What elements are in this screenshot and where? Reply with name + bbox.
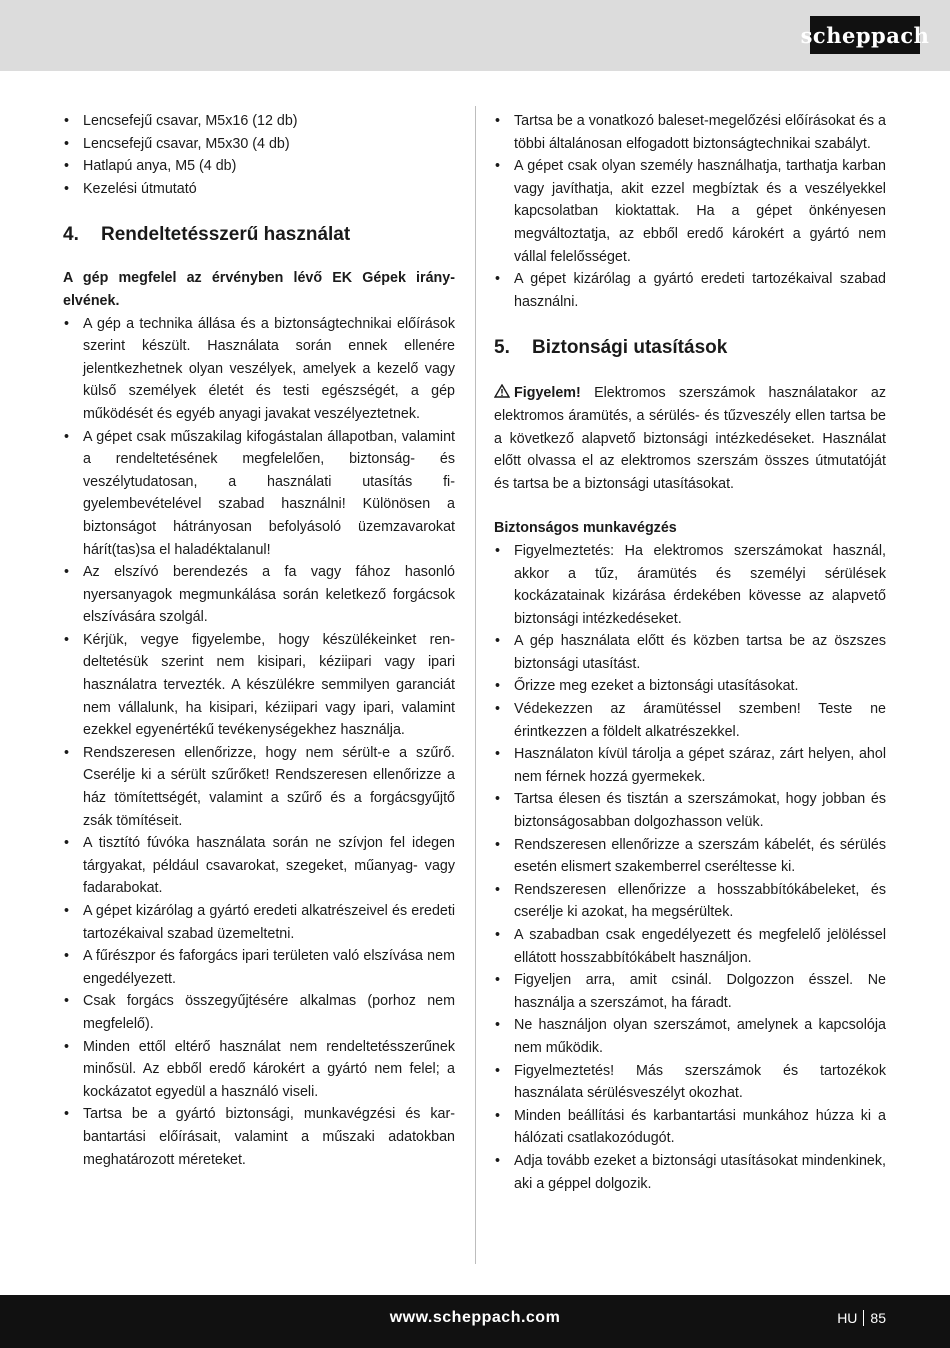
section-title: Rendeltetésszerű használat (101, 224, 351, 246)
list-item: • Hatlapú anya, M5 (4 db) (63, 155, 455, 178)
right-column (494, 110, 886, 1195)
section-heading-4 (63, 222, 455, 248)
list-item: • Használaton kívül tárolja a gépet száraz, zárt helyen, ahol nem férnek hozzá gyermekek. (494, 743, 886, 788)
list-item: • Minden ettől eltérő használat nem rendeltetésszerűnek minősül. Az ebből eredő károkért a gyártó nem felel; a kockázatot egyedül a használó viseli. (63, 1036, 455, 1104)
brand-logo: scheppach (810, 16, 920, 54)
list-item: • Tartsa élesen és tisztán a szerszámokat, hogy jobban és biztonságosabban dolgozhasson velük. (494, 788, 886, 833)
list-item: • A gép a technika állása és a biztonságtechnikai előírások szerint készült. Használata során ennek ellenére jelentkezhetnek olyan veszélyek, amelyek a kezelő vagy külső személyek életét és testi egészségét, a gép működését és egyéb anyagi javakat veszélyeztetnek. (63, 313, 455, 426)
list-item: • Figyelmeztetés: Ha elektromos szerszámokat használ, akkor a tűz, áramütés és személyi sérülések kockázatainak kizárása érdekében kövesse az alapvető biztonsági intézkedéseket. (494, 540, 886, 630)
language-code: HU (837, 1310, 858, 1326)
list-item: • Ne használjon olyan szerszámot, amelynek a kapcsolója nem működik. (494, 1014, 886, 1059)
parts-list (63, 110, 455, 200)
rules-list (494, 110, 886, 313)
list-item: • Rendszeresen ellenőrizze a szerszám kábelét, és sérülés esetén elismert szakemberrel cseréltesse ki. (494, 834, 886, 879)
section-heading-5 (494, 335, 886, 361)
list-item: • Tartsa be a vonatkozó baleset-megelőzési előírásokat és a többi általánosan elfogadott biztonságtechnikai szabályt. (494, 110, 886, 155)
list-item: • Az elszívó berendezés a fa vagy fához hasonló nyersanyagok megmunkálása során keletkező forgácsok elszívására szolgál. (63, 561, 455, 629)
list-item: • A tisztító fúvóka használata során ne szívjon fel idegen tárgyakat, például csavarokat, szegeket, műanyag- vagy fadarabokat. (63, 832, 455, 900)
list-item: • A gép használata előtt és közben tartsa be az öszszes biztonsági utasítást. (494, 630, 886, 675)
list-item: • Csak forgács összegyűjtésére alkalmas (porhoz nem megfelelő). (63, 990, 455, 1035)
header-bar (0, 0, 950, 71)
list-item: • Figyelmeztetés! Más szerszámok és tartozékok használata sérülésveszélyt okozhat. (494, 1060, 886, 1105)
page-number: 85 (870, 1310, 886, 1326)
list-item: • A fűrészpor és faforgács ipari területen való elszívása nem engedélyezett. (63, 945, 455, 990)
list-item: • Tartsa be a gyártó biztonsági, munkavégzési és karbantartási előírásait, valamint a műszaki adatokban meghatározott méreteket. (63, 1103, 455, 1171)
warning-text: Elektromos szerszámok használatakor az elektromos áramütés, a sérülés- és tűzveszély ellen tartsa be a következő alapvető biztonsági intézkedéseket. Használat előtt olvassa el az elektromos szerszám összes útmutatóját és tartsa be a biztonsági utasításokat. (494, 385, 886, 492)
section-number: 5. (494, 337, 510, 359)
subheading: Biztonságos munkavégzés (494, 520, 677, 537)
list-item: • A szabadban csak engedélyezett és megfelelő jelöléssel ellátott hosszabbítókábelt használjon. (494, 924, 886, 969)
list-item: • Őrizze meg ezeket a biztonsági utasításokat. (494, 675, 886, 698)
warning-label: Figyelem! (514, 385, 581, 402)
section-title: Biztonsági utasítások (532, 337, 728, 359)
separator (863, 1310, 864, 1326)
website-link[interactable]: www.scheppach.com (389, 1309, 561, 1326)
list-item: • Védekezzen az áramütéssel szemben! Teste ne érintkezzen a földelt alkatrészekkel. (494, 698, 886, 743)
list-item: • A gépet csak olyan személy használhatja, tarthatja karban vagy javíthatja, akit ezzel megbíztak és a veszélyekkel kapcsolatban kioktattak. Ha a gépet önkényesen megváltoztatja, az ebből eredő károkért a gyártó nem vállal felelősséget. (494, 155, 886, 268)
list-item: • Lencsefejű csavar, M5x16 (12 db) (63, 110, 455, 133)
list-item: • Lencsefejű csavar, M5x30 (4 db) (63, 133, 455, 156)
list-item: • A gépet kizárólag a gyártó eredeti tartozékaival szabad használni. (494, 268, 886, 313)
page-info (837, 1310, 886, 1326)
list-item: • Minden beállítási és karbantartási munkához húzza ki a hálózati csatlakozódugót. (494, 1105, 886, 1150)
list-item: • Adja tovább ezeket a biztonsági utasításokat mindenkinek, aki a géppel dolgozik. (494, 1150, 886, 1195)
column-divider (475, 106, 476, 1264)
safety-list (494, 540, 886, 1195)
list-item: • Kezelési útmutató (63, 178, 455, 201)
usage-list (63, 313, 455, 1172)
list-item: • Rendszeresen ellenőrizze, hogy nem sérült-e a szűrő. Cserélje ki a sérült szűrőket! Rendszeresen ellenőrizze a ház tömítettségét, valamint a szűrő és a forgácsgyűjtő zsák tömítéseit. (63, 742, 455, 832)
list-item: • Rendszeresen ellenőrizze a hosszabbítókábeleket, és cserélje ki azokat, ha megsérültek. (494, 879, 886, 924)
lead-paragraph: A gép megfelel az érvényben lévő EK Gépek irányelvének. (63, 270, 455, 309)
list-item: • A gépet kizárólag a gyártó eredeti alkatrészeivel és eredeti tartozékaival szabad üzemeltetni. (63, 900, 455, 945)
list-item: • Figyeljen arra, amit csinál. Dolgozzon ésszel. Ne használja a szerszámot, ha fáradt. (494, 969, 886, 1014)
warning-paragraph (494, 382, 886, 495)
left-column (63, 110, 455, 1171)
warning-triangle-icon (494, 384, 510, 398)
footer-bar (0, 1295, 950, 1348)
list-item: • Kérjük, vegye figyelembe, hogy készülékeinket rendeltetésük szerint nem kisipari, kéziipari vagy ipari használatra tervezték. A készülékre semmilyen garanciát nem vállalunk, ha kisipari, kéziipari vagy ipari, valamint ezekkel egyenértékű tevékenységekhez használja. (63, 629, 455, 742)
section-number: 4. (63, 224, 79, 246)
list-item: • A gépet csak műszakilag kifogástalan állapotban, valamint a rendeltetésének megfelelően, biztonság- és veszélytudatosan, a használati utasítás figyelembevételével szabad használni! Különösen a biztonságot hátrányosan befolyásoló üzemzavarokat hárít(tas)sa el haladéktalanul! (63, 426, 455, 562)
